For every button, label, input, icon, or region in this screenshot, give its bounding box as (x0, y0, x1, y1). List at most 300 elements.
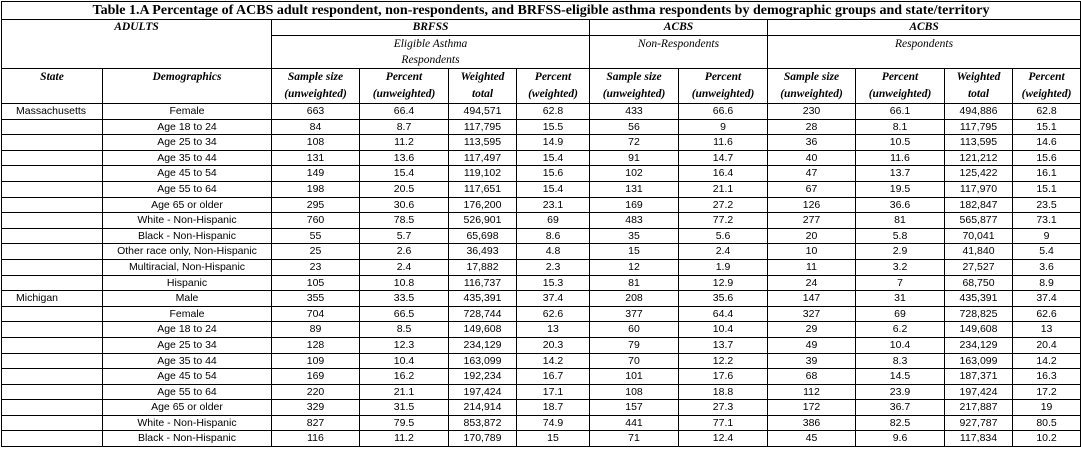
value-cell: 149,608 (449, 322, 517, 338)
value-cell: 15.1 (1013, 181, 1081, 197)
value-cell: 40 (768, 150, 856, 166)
subgroup-header-respondents: Respondents (768, 36, 1081, 69)
value-cell: 176,200 (449, 197, 517, 213)
value-cell: 105 (272, 275, 360, 291)
table-row (2, 104, 1081, 120)
value-cell: 66.5 (360, 306, 449, 322)
column-header: Weighted total (449, 69, 517, 104)
state-cell (2, 150, 103, 166)
value-cell: 327 (768, 306, 856, 322)
value-cell: 65,698 (449, 228, 517, 244)
state-cell (2, 415, 103, 431)
value-cell: 295 (272, 197, 360, 213)
value-cell: 329 (272, 400, 360, 416)
value-cell: 12.9 (679, 275, 768, 291)
value-cell: 157 (590, 400, 679, 416)
value-cell: 36,493 (449, 244, 517, 260)
value-cell: 277 (768, 213, 856, 229)
value-cell: 12.3 (360, 337, 449, 353)
value-cell: 435,391 (449, 291, 517, 307)
value-cell: 70,041 (945, 228, 1013, 244)
state-cell (2, 135, 103, 151)
value-cell: 117,497 (449, 150, 517, 166)
value-cell: 217,887 (945, 400, 1013, 416)
value-cell: 16.7 (517, 369, 590, 385)
table-row (2, 415, 1081, 431)
demographic-cell: Age 18 to 24 (103, 119, 272, 135)
value-cell: 494,571 (449, 104, 517, 120)
value-cell: 11.6 (679, 135, 768, 151)
value-cell: 197,424 (449, 384, 517, 400)
state-cell (2, 197, 103, 213)
value-cell: 62.8 (1013, 104, 1081, 120)
value-cell: 11.6 (856, 150, 945, 166)
table-row (2, 228, 1081, 244)
column-header: Percent (unweighted) (360, 69, 449, 104)
value-cell: 5.8 (856, 228, 945, 244)
value-cell: 62.6 (517, 306, 590, 322)
value-cell: 10.4 (856, 337, 945, 353)
value-cell: 15.3 (517, 275, 590, 291)
table-row (2, 431, 1081, 447)
value-cell: 49 (768, 337, 856, 353)
value-cell: 11.2 (360, 135, 449, 151)
state-cell (2, 431, 103, 447)
value-cell: 31 (856, 291, 945, 307)
value-cell: 9.6 (856, 431, 945, 447)
state-cell (2, 244, 103, 260)
value-cell: 23 (272, 259, 360, 275)
table-row (2, 135, 1081, 151)
demographic-cell: Black - Non-Hispanic (103, 431, 272, 447)
value-cell: 117,651 (449, 181, 517, 197)
value-cell: 108 (590, 384, 679, 400)
demographic-cell: Age 35 to 44 (103, 353, 272, 369)
group-header-adults: ADULTS (2, 20, 272, 69)
state-cell (2, 322, 103, 338)
value-cell: 13 (517, 322, 590, 338)
value-cell: 108 (272, 135, 360, 151)
value-cell: 67 (768, 181, 856, 197)
state-cell (2, 259, 103, 275)
demographic-cell: Age 45 to 54 (103, 166, 272, 182)
table-row (2, 322, 1081, 338)
value-cell: 18.8 (679, 384, 768, 400)
value-cell: 565,877 (945, 213, 1013, 229)
value-cell: 125,422 (945, 166, 1013, 182)
value-cell: 16.3 (1013, 369, 1081, 385)
value-cell: 20.3 (517, 337, 590, 353)
value-cell: 10.2 (1013, 431, 1081, 447)
value-cell: 20 (768, 228, 856, 244)
column-header: State (2, 69, 103, 104)
value-cell: 39 (768, 353, 856, 369)
value-cell: 8.6 (517, 228, 590, 244)
value-cell: 11.2 (360, 431, 449, 447)
value-cell: 15 (590, 244, 679, 260)
value-cell: 172 (768, 400, 856, 416)
demographic-cell: Hispanic (103, 275, 272, 291)
value-cell: 33.5 (360, 291, 449, 307)
value-cell: 70 (590, 353, 679, 369)
table-row (2, 181, 1081, 197)
state-cell: Massachusetts (2, 104, 103, 120)
demographic-cell: Male (103, 291, 272, 307)
value-cell: 5.6 (679, 228, 768, 244)
value-cell: 220 (272, 384, 360, 400)
value-cell: 28 (768, 119, 856, 135)
value-cell: 14.7 (679, 150, 768, 166)
value-cell: 31.5 (360, 400, 449, 416)
value-cell: 8.7 (360, 119, 449, 135)
value-cell: 10.4 (679, 322, 768, 338)
value-cell: 2.4 (679, 244, 768, 260)
value-cell: 12 (590, 259, 679, 275)
value-cell: 13.6 (360, 150, 449, 166)
value-cell: 8.9 (1013, 275, 1081, 291)
demographic-cell: Other race only, Non-Hispanic (103, 244, 272, 260)
value-cell: 66.1 (856, 104, 945, 120)
value-cell: 116,737 (449, 275, 517, 291)
value-cell: 82.5 (856, 415, 945, 431)
table-row (2, 197, 1081, 213)
column-header: Percent (weighted) (1013, 69, 1081, 104)
group-header-brfss: BRFSS (272, 20, 590, 36)
value-cell: 66.4 (360, 104, 449, 120)
value-cell: 126 (768, 197, 856, 213)
value-cell: 69 (517, 213, 590, 229)
value-cell: 20.5 (360, 181, 449, 197)
value-cell: 23.9 (856, 384, 945, 400)
demographic-cell: Age 65 or older (103, 197, 272, 213)
value-cell: 16.1 (1013, 166, 1081, 182)
value-cell: 117,834 (945, 431, 1013, 447)
value-cell: 36 (768, 135, 856, 151)
value-cell: 494,886 (945, 104, 1013, 120)
value-cell: 13.7 (679, 337, 768, 353)
table-row (2, 166, 1081, 182)
value-cell: 8.5 (360, 322, 449, 338)
value-cell: 663 (272, 104, 360, 120)
value-cell: 24 (768, 275, 856, 291)
value-cell: 17.1 (517, 384, 590, 400)
value-cell: 37.4 (1013, 291, 1081, 307)
value-cell: 77.2 (679, 213, 768, 229)
value-cell: 14.9 (517, 135, 590, 151)
value-cell: 147 (768, 291, 856, 307)
value-cell: 728,825 (945, 306, 1013, 322)
value-cell: 21.1 (360, 384, 449, 400)
table-row (2, 306, 1081, 322)
value-cell: 728,744 (449, 306, 517, 322)
table-row (2, 369, 1081, 385)
value-cell: 131 (590, 181, 679, 197)
table-row (2, 337, 1081, 353)
subgroup-label: Eligible Asthma Respondents (393, 38, 468, 66)
value-cell: 12.4 (679, 431, 768, 447)
value-cell: 66.6 (679, 104, 768, 120)
table-row (2, 244, 1081, 260)
table-row (2, 259, 1081, 275)
state-cell (2, 119, 103, 135)
demographic-cell: Age 35 to 44 (103, 150, 272, 166)
value-cell: 117,970 (945, 181, 1013, 197)
value-cell: 37.4 (517, 291, 590, 307)
value-cell: 64.4 (679, 306, 768, 322)
value-cell: 68 (768, 369, 856, 385)
value-cell: 117,795 (449, 119, 517, 135)
value-cell: 15.6 (517, 166, 590, 182)
table-row (2, 213, 1081, 229)
table-row (2, 119, 1081, 135)
value-cell: 45 (768, 431, 856, 447)
value-cell: 47 (768, 166, 856, 182)
value-cell: 3.6 (1013, 259, 1081, 275)
table-row (2, 400, 1081, 416)
value-cell: 760 (272, 213, 360, 229)
value-cell: 62.6 (1013, 306, 1081, 322)
value-cell: 113,595 (449, 135, 517, 151)
value-cell: 208 (590, 291, 679, 307)
state-cell: Michigan (2, 291, 103, 307)
value-cell: 21.1 (679, 181, 768, 197)
table-row (2, 275, 1081, 291)
column-header: Demographics (103, 69, 272, 104)
value-cell: 483 (590, 213, 679, 229)
value-cell: 2.9 (856, 244, 945, 260)
state-cell (2, 181, 103, 197)
value-cell: 704 (272, 306, 360, 322)
value-cell: 30.6 (360, 197, 449, 213)
value-cell: 853,872 (449, 415, 517, 431)
value-cell: 14.5 (856, 369, 945, 385)
value-cell: 17.6 (679, 369, 768, 385)
value-cell: 386 (768, 415, 856, 431)
state-cell (2, 353, 103, 369)
value-cell: 60 (590, 322, 679, 338)
value-cell: 84 (272, 119, 360, 135)
value-cell: 10.8 (360, 275, 449, 291)
value-cell: 72 (590, 135, 679, 151)
value-cell: 16.4 (679, 166, 768, 182)
state-cell (2, 306, 103, 322)
value-cell: 13.7 (856, 166, 945, 182)
column-header: Percent (unweighted) (679, 69, 768, 104)
value-cell: 10 (768, 244, 856, 260)
column-header: Sample size (unweighted) (768, 69, 856, 104)
value-cell: 377 (590, 306, 679, 322)
value-cell: 27,527 (945, 259, 1013, 275)
column-header-row (2, 69, 1081, 104)
value-cell: 74.9 (517, 415, 590, 431)
value-cell: 25 (272, 244, 360, 260)
value-cell: 3.2 (856, 259, 945, 275)
value-cell: 18.7 (517, 400, 590, 416)
demographic-cell: Age 25 to 34 (103, 337, 272, 353)
value-cell: 15.4 (360, 166, 449, 182)
value-cell: 112 (768, 384, 856, 400)
demographic-cell: Age 18 to 24 (103, 322, 272, 338)
value-cell: 192,234 (449, 369, 517, 385)
value-cell: 355 (272, 291, 360, 307)
column-header: Sample size (unweighted) (272, 69, 360, 104)
state-cell (2, 369, 103, 385)
demographic-cell: Age 55 to 64 (103, 384, 272, 400)
value-cell: 79 (590, 337, 679, 353)
value-cell: 27.3 (679, 400, 768, 416)
value-cell: 16.2 (360, 369, 449, 385)
value-cell: 36.7 (856, 400, 945, 416)
value-cell: 149,608 (945, 322, 1013, 338)
state-cell (2, 228, 103, 244)
value-cell: 89 (272, 322, 360, 338)
value-cell: 17,882 (449, 259, 517, 275)
value-cell: 128 (272, 337, 360, 353)
value-cell: 163,099 (449, 353, 517, 369)
value-cell: 23.1 (517, 197, 590, 213)
table-title: Table 1.A Percentage of ACBS adult respondent, non-respondents, and BRFSS-eligible asthma respondents by demographic groups and state/territory (2, 2, 1081, 20)
value-cell: 2.6 (360, 244, 449, 260)
value-cell: 71 (590, 431, 679, 447)
column-header: Weighted total (945, 69, 1013, 104)
state-cell (2, 275, 103, 291)
value-cell: 29 (768, 322, 856, 338)
value-cell: 17.2 (1013, 384, 1081, 400)
demographic-cell: Age 45 to 54 (103, 369, 272, 385)
value-cell: 15 (517, 431, 590, 447)
value-cell: 55 (272, 228, 360, 244)
value-cell: 20.4 (1013, 337, 1081, 353)
value-cell: 19 (1013, 400, 1081, 416)
value-cell: 1.9 (679, 259, 768, 275)
column-header: Percent (weighted) (517, 69, 590, 104)
value-cell: 119,102 (449, 166, 517, 182)
value-cell: 79.5 (360, 415, 449, 431)
demographic-cell: Age 25 to 34 (103, 135, 272, 151)
value-cell: 198 (272, 181, 360, 197)
table-row (2, 353, 1081, 369)
value-cell: 15.5 (517, 119, 590, 135)
column-header: Sample size (unweighted) (590, 69, 679, 104)
value-cell: 56 (590, 119, 679, 135)
value-cell: 14.6 (1013, 135, 1081, 151)
value-cell: 9 (679, 119, 768, 135)
value-cell: 169 (272, 369, 360, 385)
value-cell: 91 (590, 150, 679, 166)
value-cell: 27.2 (679, 197, 768, 213)
value-cell: 234,129 (449, 337, 517, 353)
value-cell: 927,787 (945, 415, 1013, 431)
value-cell: 182,847 (945, 197, 1013, 213)
value-cell: 117,795 (945, 119, 1013, 135)
demographic-cell: White - Non-Hispanic (103, 213, 272, 229)
demographics-table (1, 1, 1081, 447)
demographic-cell: Female (103, 104, 272, 120)
value-cell: 149 (272, 166, 360, 182)
demographic-cell: Multiracial, Non-Hispanic (103, 259, 272, 275)
value-cell: 68,750 (945, 275, 1013, 291)
value-cell: 35.6 (679, 291, 768, 307)
value-cell: 15.4 (517, 181, 590, 197)
value-cell: 121,212 (945, 150, 1013, 166)
state-cell (2, 337, 103, 353)
value-cell: 15.4 (517, 150, 590, 166)
state-cell (2, 384, 103, 400)
value-cell: 73.1 (1013, 213, 1081, 229)
group-header-acbs-nonrespondents: ACBS (590, 20, 768, 36)
value-cell: 113,595 (945, 135, 1013, 151)
demographic-cell: Female (103, 306, 272, 322)
value-cell: 170,789 (449, 431, 517, 447)
subgroup-header-nonrespondents: Non-Respondents (590, 36, 768, 69)
value-cell: 81 (590, 275, 679, 291)
group-header-acbs-respondents: ACBS (768, 20, 1081, 36)
state-cell (2, 213, 103, 229)
value-cell: 14.2 (517, 353, 590, 369)
demographic-cell: Black - Non-Hispanic (103, 228, 272, 244)
value-cell: 116 (272, 431, 360, 447)
table-row (2, 291, 1081, 307)
value-cell: 187,371 (945, 369, 1013, 385)
value-cell: 7 (856, 275, 945, 291)
value-cell: 10.5 (856, 135, 945, 151)
demographic-cell: White - Non-Hispanic (103, 415, 272, 431)
value-cell: 441 (590, 415, 679, 431)
demographic-cell: Age 55 to 64 (103, 181, 272, 197)
value-cell: 8.1 (856, 119, 945, 135)
value-cell: 2.3 (517, 259, 590, 275)
value-cell: 77.1 (679, 415, 768, 431)
value-cell: 35 (590, 228, 679, 244)
value-cell: 11 (768, 259, 856, 275)
column-header: Percent (unweighted) (856, 69, 945, 104)
value-cell: 163,099 (945, 353, 1013, 369)
state-cell (2, 166, 103, 182)
value-cell: 5.4 (1013, 244, 1081, 260)
value-cell: 6.2 (856, 322, 945, 338)
value-cell: 5.7 (360, 228, 449, 244)
table-row (2, 150, 1081, 166)
value-cell: 433 (590, 104, 679, 120)
value-cell: 12.2 (679, 353, 768, 369)
value-cell: 81 (856, 213, 945, 229)
value-cell: 41,840 (945, 244, 1013, 260)
value-cell: 19.5 (856, 181, 945, 197)
value-cell: 9 (1013, 228, 1081, 244)
value-cell: 197,424 (945, 384, 1013, 400)
value-cell: 23.5 (1013, 197, 1081, 213)
value-cell: 2.4 (360, 259, 449, 275)
value-cell: 169 (590, 197, 679, 213)
value-cell: 62.8 (517, 104, 590, 120)
value-cell: 230 (768, 104, 856, 120)
value-cell: 4.8 (517, 244, 590, 260)
state-cell (2, 400, 103, 416)
value-cell: 8.3 (856, 353, 945, 369)
value-cell: 14.2 (1013, 353, 1081, 369)
demographic-cell: Age 65 or older (103, 400, 272, 416)
value-cell: 80.5 (1013, 415, 1081, 431)
value-cell: 827 (272, 415, 360, 431)
value-cell: 15.6 (1013, 150, 1081, 166)
subgroup-header-eligible-asthma (272, 36, 590, 69)
value-cell: 526,901 (449, 213, 517, 229)
value-cell: 102 (590, 166, 679, 182)
value-cell: 109 (272, 353, 360, 369)
value-cell: 214,914 (449, 400, 517, 416)
table-row (2, 384, 1081, 400)
value-cell: 15.1 (1013, 119, 1081, 135)
